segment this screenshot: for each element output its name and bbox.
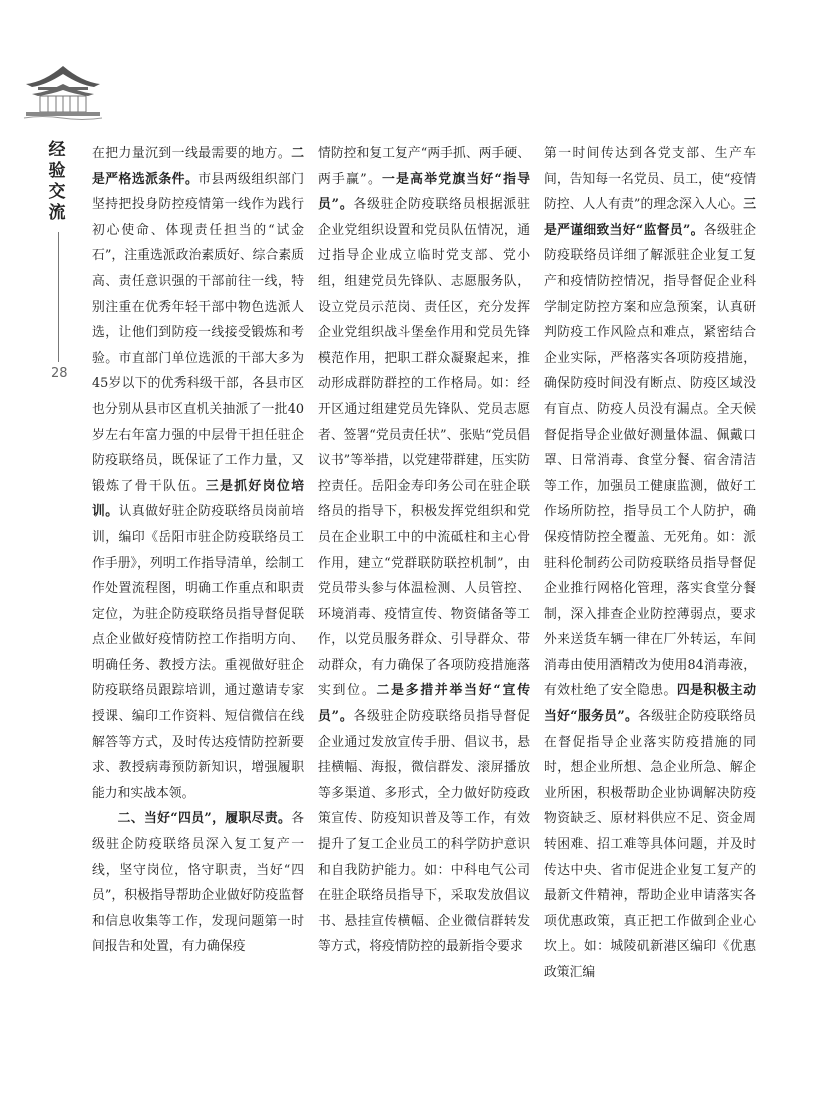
paragraph	[92, 141, 304, 806]
text-column-3	[544, 141, 756, 986]
text-run: 在把力量沉到一线最需要的地方。	[92, 146, 292, 161]
section-tag: 经验交流	[48, 140, 66, 223]
paragraph	[318, 141, 530, 960]
text-run: 认真做好驻企防疫联络员岗前培训，编印《岳阳市驻企防疫联络员工作手册》，列明工作指导清单，绘制工作处置流程图，明确工作重点和职责定位，为驻企防疫联络员指导督促联点企业做好疫情防控工作指明方向、明确任务、教授方法。重视做好驻企防疫联络员跟踪培训，通过邀请专家授课、编印工作资料、短信微信在线解答等方式，及时传达疫情防控新要求、教授病毒预防新知识，增强履职能力和实战本领。	[92, 504, 305, 801]
subheading: 四是积极主动当好“服务员”。	[544, 683, 757, 725]
text-run: 各级驻企防疫联络员根据派驻企业党组织设置和党员队伍情况，通过指导企业成立临时党支部、党小组，组建党员先锋队、志愿服务队，设立党员示范岗、责任区，充分发挥企业党组织战斗堡垒作用和党员先锋模范作用，把职工群众凝聚起来，推动形成群防群控的工作格局。如：经开区通过组建党员先锋队、党员志愿者、签署“党员责任状”、张贴“党员倡议书”等举措，以党建带群建，压实防控责任。岳阳金寿印务公司在驻企联络员的指导下，积极发挥党组织和党员在企业职工中的中流砥柱和主心骨作用，建立“党群联防联控机制”，由党员带头参与体温检测、人员管控、环境消毒、疫情宣传、物资储备等工作，以党员服务群众、引导群众、带动群众，有力确保了各项防疫措施落实到位。	[318, 197, 530, 699]
paragraph	[544, 141, 756, 986]
pavilion-logo-icon	[22, 60, 104, 122]
page-number: 28	[51, 366, 68, 381]
text-run: 第一时间传达到各党支部、生产车间，告知每一名党员、员工，使“疫情防控、人人有责”的理念深入人心。	[544, 146, 756, 213]
text-run: 各级驻企防疫联络员指导督促企业通过发放宣传手册、倡议书，悬挂横幅、海报，微信群发、滚屏播放等多渠道、多形式，全力做好防疫政策宣传、防疫知识普及等工作，有效提升了复工企业员工的科学防护意识和自我防护能力。如：中科电气公司在驻企联络员指导下，采取发放倡议书、悬挂宣传横幅、企业微信群转发等方式，将疫情防控的最新指令要求	[318, 709, 530, 955]
text-run: 市县两级组织部门坚持把投身防控疫情第一线作为践行初心使命、体现责任担当的“试金石”，注重选派政治素质好、综合素质高、责任意识强的干部前往一线，特别注重在优秀年轻干部中物色选派人选，让他们到防疫一线接受锻炼和考验。市直部门单位选派的干部大多为45岁以下的优秀科级干部，各县市区也分别从县市区直机关抽派了一批40岁左右年富力强的中层骨干担任驻企防疫联络员，既保证了工作力量，又锻炼了骨干队伍。	[92, 171, 305, 494]
text-column-1	[92, 141, 304, 960]
text-run: 情防控和复工复产“两手抓、两手硬、两手赢”。	[318, 146, 530, 187]
subheading: 三是严谨细致当好“监督员”。	[544, 197, 756, 238]
section-heading: 二、当好“四员”，履职尽责。	[117, 811, 292, 827]
subheading: 一是高举党旗当好“指导员”。	[318, 171, 530, 213]
text-column-2	[318, 141, 530, 960]
subheading: 二是严格选派条件。	[92, 146, 304, 187]
side-divider	[58, 232, 59, 362]
paragraph	[92, 806, 304, 960]
text-run: 各级驻企防疫联络员详细了解派驻企业复工复产和疫情防控情况，指导督促企业科学制定防控方案和应急预案，认真研判防疫工作风险点和难点，紧密结合企业实际，严格落实各项防疫措施，确保防疫时间没有断点、防疫区域没有盲点、防疫人员没有漏点。全天候督促指导企业做好测量体温、佩戴口罩、日常消毒、食堂分餐、宿舍清洁等工作，加强员工健康监测，做好工作场所防控，指导员工个人防护，确保疫情防控全覆盖、无死角。如：派驻科伦制药公司防疫联络员指导督促企业推行网格化管理，落实食堂分餐制，深入排查企业防控薄弱点，要求外来送货车辆一律在厂外转运，车间消毒由使用酒精改为使用84消毒液，有效杜绝了安全隐患。	[544, 222, 756, 699]
text-run: 各级驻企防疫联络员深入复工复产一线，坚守岗位，恪守职责，当好“四员”，积极指导帮助企业做好防疫监督和信息收集等工作，发现问题第一时间报告和处置，有力确保疫	[92, 811, 304, 955]
subheading: 三是抓好岗位培训。	[92, 478, 305, 520]
subheading: 二是多措并举当好“宣传员”。	[318, 683, 530, 725]
text-run: 各级驻企防疫联络员在督促指导企业落实防疫措施的同时，想企业所想、急企业所急、解企业所困，积极帮助企业协调解决防疫物资缺乏、原材料供应不足、资金周转困难、招工难等具体问题，并及时传达中央、省市促进企业复工复产的最新文件精神，帮助企业申请落实各项优惠政策，真正把工作做到企业心坎上。如：城陵矶新港区编印《优惠政策汇编	[544, 709, 756, 980]
